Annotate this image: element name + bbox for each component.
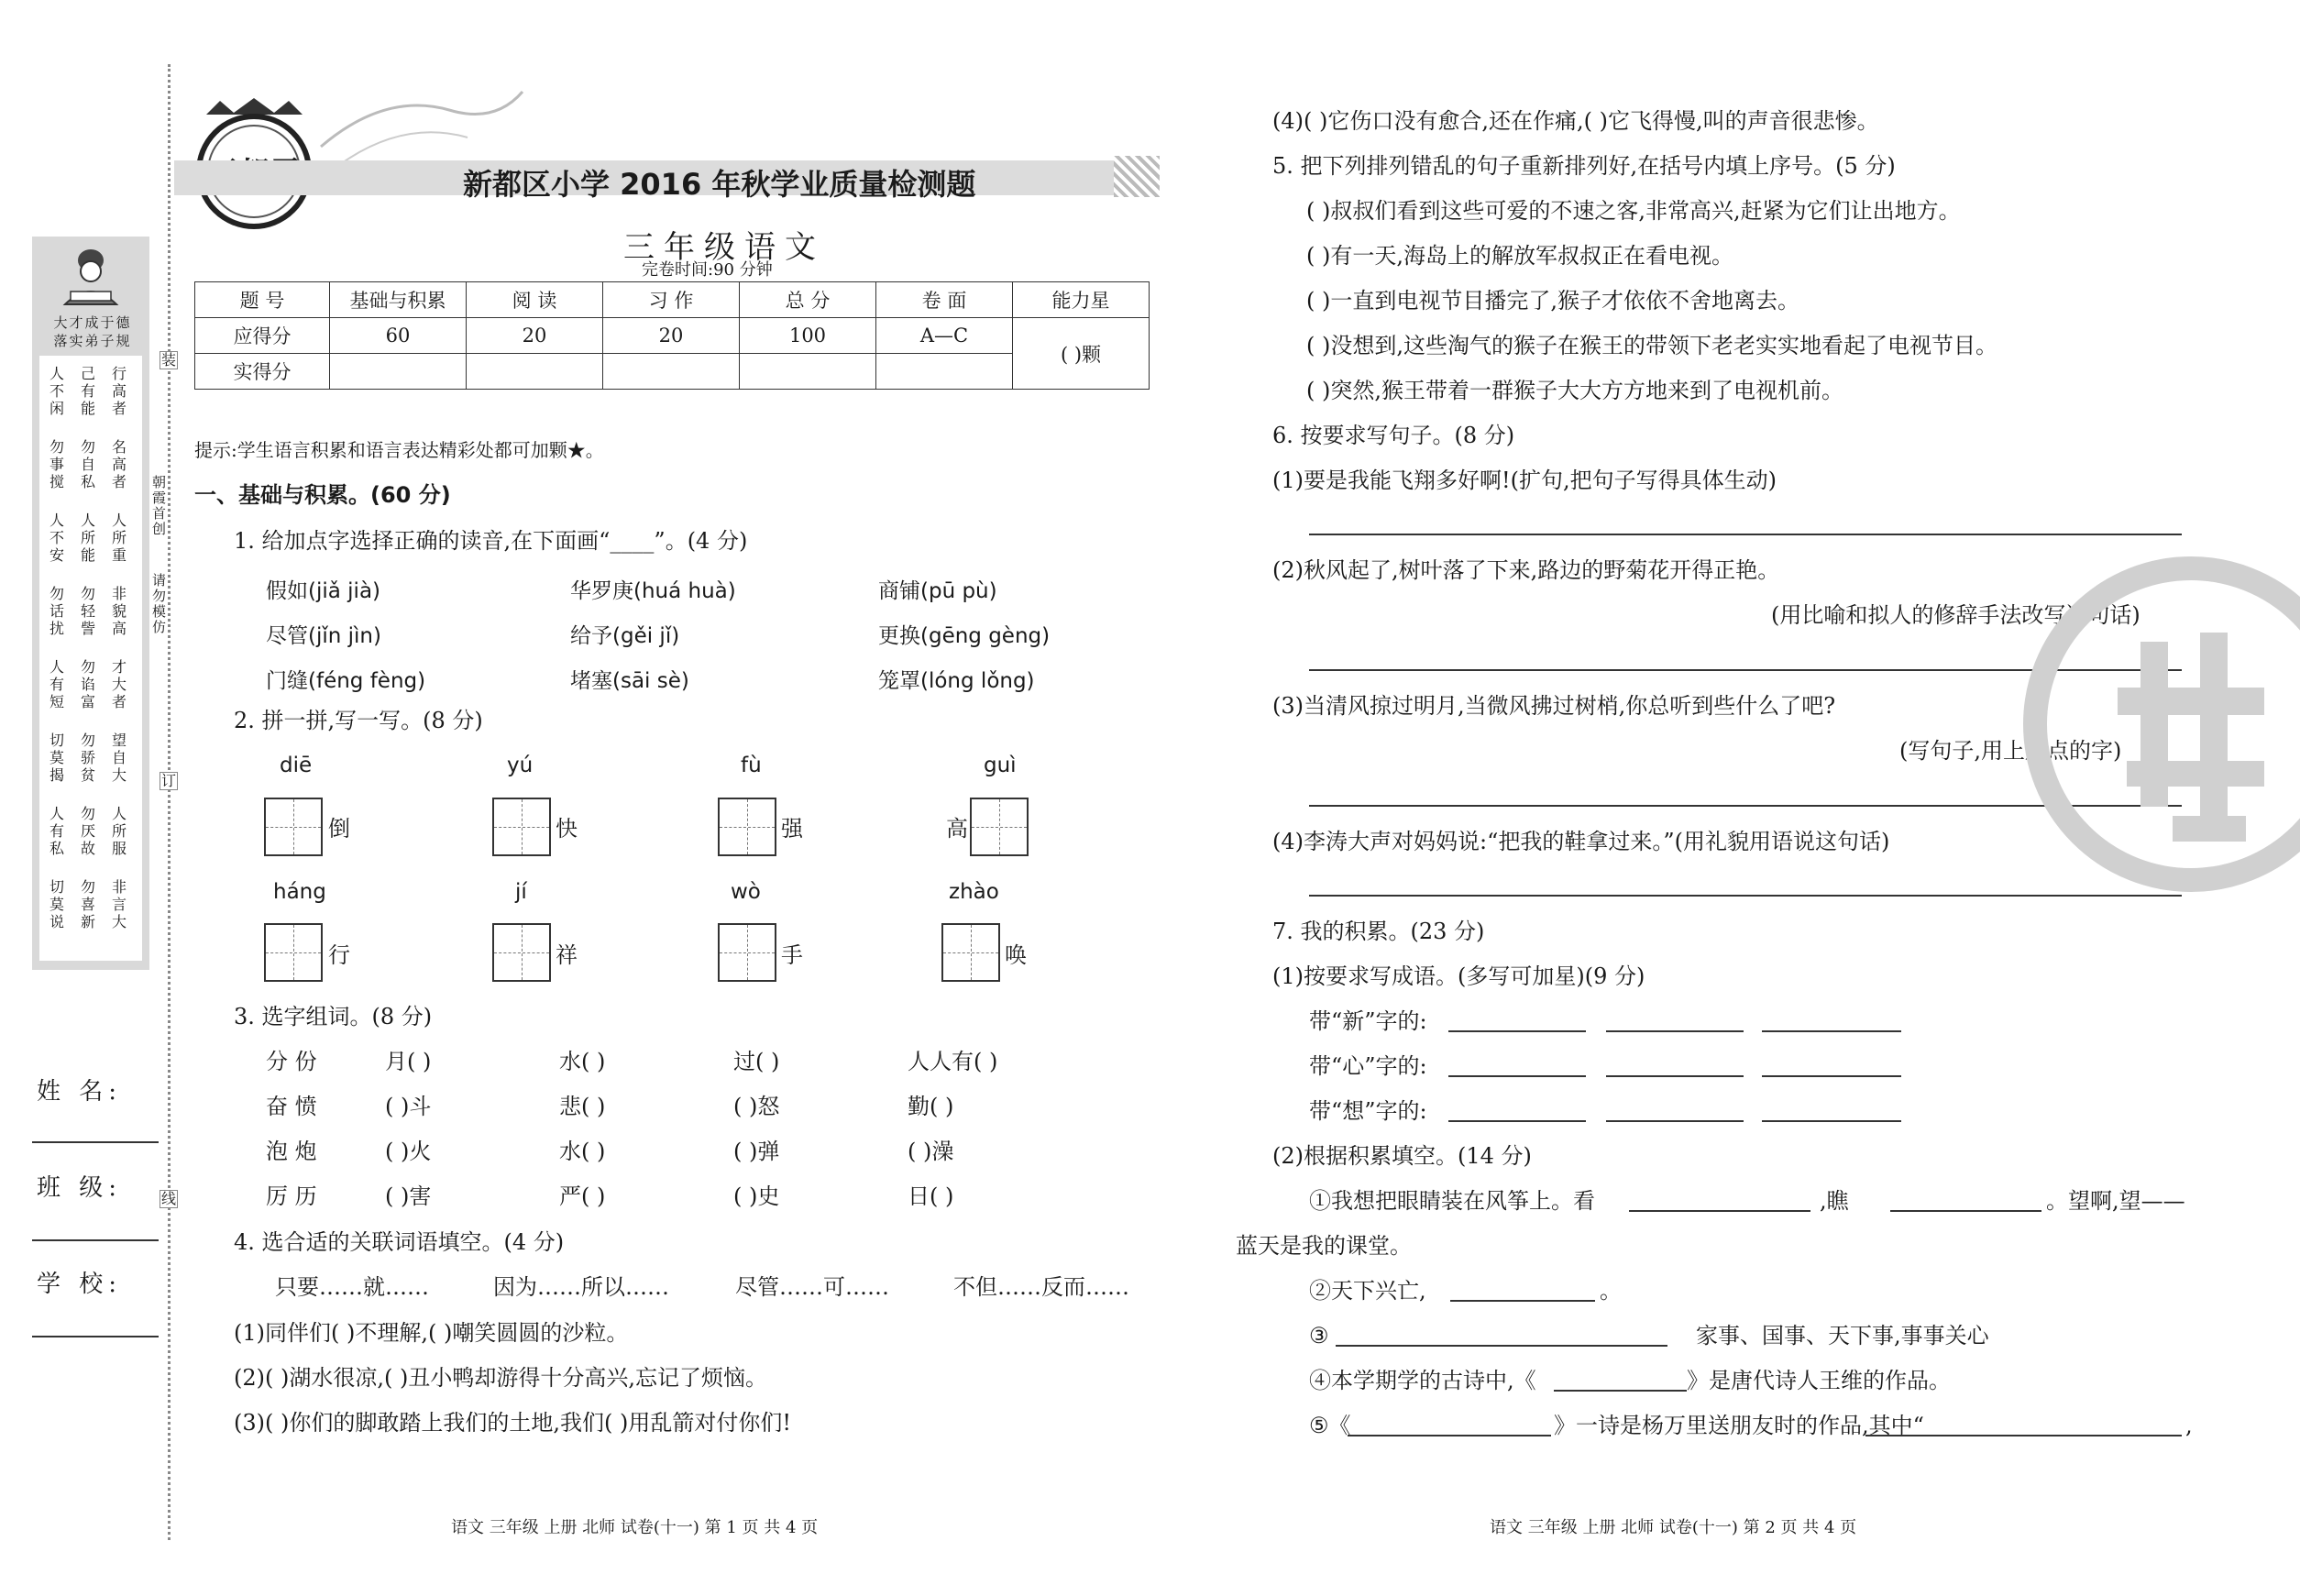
q2-title: 2. 拼一拼,写一写。(8 分) [234, 708, 483, 733]
q5-item[interactable]: ( )一直到电视节目播完了,猴子才依依不舍地离去。 [1306, 288, 1799, 314]
row-label: 应得分 [195, 318, 330, 354]
idiom-blank[interactable] [1762, 1030, 1901, 1032]
q5-item[interactable]: ( )没想到,这些淘气的猴子在猴王的带领下老老实实地看起了电视节目。 [1306, 333, 1997, 358]
q3-blank[interactable]: ( )斗 [385, 1094, 432, 1119]
writing-grid[interactable] [264, 798, 323, 856]
q7-2-b-part1: ②天下兴亡, [1309, 1278, 1426, 1304]
idiom-blank[interactable] [1762, 1120, 1901, 1122]
q5-title: 5. 把下列排列错乱的句子重新排列好,在括号内填上序号。(5 分) [1272, 153, 1896, 179]
motto-column: 勿 骄 贫 [80, 732, 95, 784]
q7-2-a-part4: 蓝天是我的课堂。 [1236, 1233, 1412, 1259]
q7-1: (1)按要求写成语。(多写可加星)(9 分) [1272, 963, 1645, 989]
idiom-blank[interactable] [1606, 1030, 1744, 1032]
actual-score-cell[interactable] [876, 354, 1013, 390]
q4-line[interactable]: (3)( )你们的脚敢踏上我们的土地,我们( )用乱箭对付你们! [234, 1410, 791, 1436]
fill-blank[interactable] [1450, 1300, 1595, 1302]
q2-char: 手 [781, 942, 803, 968]
q2-char: 高 [946, 816, 968, 842]
q6-3-requirement: (写句子,用上加点的字) [1899, 738, 2122, 764]
fold-label-2: 订 [160, 772, 176, 789]
page-footer-left: 语文 三年级 上册 北师 试卷(十一) 第 1 页 共 4 页 [451, 1518, 819, 1537]
motto-column: 切 莫 说 [49, 878, 64, 930]
q2-pinyin: diē [280, 754, 313, 777]
fill-blank[interactable] [1554, 1390, 1687, 1392]
actual-score-cell[interactable] [330, 354, 467, 390]
q6-3: (3)当清风掠过明月,当微风拂过树梢,你总听到些什么了吧? [1272, 693, 1836, 719]
q7-2-e-part2: 》一诗是杨万里送朋友时的作品,其中“ [1554, 1413, 1924, 1438]
writing-grid[interactable] [718, 923, 776, 982]
idiom-blank[interactable] [1448, 1030, 1586, 1032]
q7-1-item: 带“新”字的: [1309, 1008, 1427, 1034]
fill-blank[interactable] [1336, 1345, 1667, 1347]
motto-column: 望 自 大 [111, 732, 127, 784]
q7-2-d-part1: ④本学期学的古诗中,《 [1309, 1368, 1536, 1393]
q6-title: 6. 按要求写句子。(8 分) [1272, 423, 1515, 448]
idiom-blank[interactable] [1762, 1075, 1901, 1077]
motto-panel [32, 237, 149, 970]
motto-column: 勿 喜 新 [80, 878, 95, 930]
idiom-blank[interactable] [1448, 1120, 1586, 1122]
q2-char: 唤 [1005, 942, 1027, 968]
q7-2-a-part2: ,瞧 [1820, 1188, 1849, 1214]
watermark-seal [2017, 550, 2300, 898]
motto-column: 非 言 大 [111, 878, 127, 930]
exam-title: 新都区小学 2016 年秋学业质量检测题 [463, 167, 976, 202]
idiom-blank[interactable] [1448, 1075, 1586, 1077]
subject-title: 三年级语文 [623, 229, 825, 266]
q3-blank[interactable]: 月( ) [385, 1049, 432, 1074]
q7-1-item: 带“心”字的: [1309, 1053, 1427, 1079]
score-cell: 20 [603, 318, 740, 354]
fill-blank[interactable] [1865, 1435, 2182, 1436]
q6-1: (1)要是我能飞翔多好啊!(扩句,把句子写得具体生动) [1272, 468, 1777, 493]
q4-option: 尽管……可…… [735, 1274, 889, 1300]
motto-column: 人 有 私 [49, 805, 64, 857]
motto-column: 人 不 闲 [49, 365, 64, 417]
q2-pinyin: jí [515, 880, 527, 904]
q4-line[interactable]: (1)同伴们( )不理解,( )嘲笑圆圆的沙粒。 [234, 1320, 629, 1346]
q4-option: 因为……所以…… [493, 1274, 669, 1300]
score-cell: 60 [330, 318, 467, 354]
q3-blank[interactable]: 日( ) [908, 1183, 954, 1209]
q1-item[interactable]: 更换(gēng gèng) [878, 624, 1051, 648]
q1-item[interactable]: 给予(gěi jǐ) [570, 624, 680, 648]
q2-pinyin: yú [507, 754, 534, 777]
name-label: 姓 名: [37, 1078, 123, 1106]
q3-title: 3. 选字组词。(8 分) [234, 1004, 433, 1029]
actual-score-row [195, 354, 1150, 390]
actual-score-cell[interactable] [603, 354, 740, 390]
q1-item[interactable]: 笼罩(lóng lǒng) [878, 669, 1035, 693]
q3-blank[interactable]: ( )史 [733, 1183, 780, 1209]
motto-column: 非 貌 高 [111, 585, 127, 637]
q7-2-a-part1: ①我想把眼睛装在风筝上。看 [1309, 1188, 1595, 1214]
motto-column: 人 所 服 [111, 805, 127, 857]
school-field[interactable] [32, 1336, 159, 1337]
q3-char-pair: 分 份 [266, 1049, 317, 1074]
motto-column: 勿 谄 富 [80, 658, 95, 710]
q4-option: 只要……就…… [275, 1274, 429, 1300]
q3-blank[interactable]: 严( ) [559, 1183, 606, 1209]
writing-grid[interactable] [970, 798, 1029, 856]
writing-grid[interactable] [718, 798, 776, 856]
q2-char: 快 [556, 816, 578, 842]
score-header-row [195, 282, 1150, 318]
q6-4: (4)李涛大声对妈妈说:“把我的鞋拿过来。”(用礼貌用语说这句话) [1272, 829, 1890, 854]
q3-blank[interactable]: 水( ) [559, 1139, 606, 1164]
q2-char: 倒 [328, 816, 350, 842]
q3-blank[interactable]: ( )害 [385, 1183, 432, 1209]
score-header: 基础与积累 [330, 282, 467, 318]
q2-char: 行 [328, 942, 350, 968]
motto-column: 人 有 短 [49, 658, 64, 710]
motto-column: 人 所 能 [80, 512, 95, 564]
writing-grid[interactable] [941, 923, 1000, 982]
q2-char: 祥 [556, 942, 578, 968]
motto-column: 勿 轻 訾 [80, 585, 95, 637]
row-label: 实得分 [195, 354, 330, 390]
writing-grid[interactable] [264, 923, 323, 982]
writing-grid[interactable] [492, 923, 551, 982]
idiom-blank[interactable] [1606, 1120, 1744, 1122]
stars-cell[interactable]: ( )颗 [1013, 318, 1150, 390]
q4-option: 不但……反而…… [953, 1274, 1129, 1300]
score-header: 能力星 [1013, 282, 1150, 318]
score-header: 卷 面 [876, 282, 1013, 318]
motto-column: 切 莫 揭 [49, 732, 64, 784]
q7-2-e-part3: , [2185, 1413, 2193, 1438]
score-cell: A—C [876, 318, 1013, 354]
q7-2: (2)根据积累填空。(14 分) [1272, 1143, 1532, 1169]
q3-char-pair: 泡 炮 [266, 1139, 317, 1164]
motto-column: 人 所 重 [111, 512, 127, 564]
q3-blank[interactable]: 水( ) [559, 1049, 606, 1074]
answer-line[interactable] [1309, 534, 2182, 535]
actual-score-cell[interactable] [740, 354, 876, 390]
ribbon-decoration [312, 73, 532, 174]
q7-2-d-part2: 》是唐代诗人王维的作品。 [1687, 1368, 1951, 1393]
name-field[interactable] [32, 1141, 159, 1143]
q3-blank[interactable]: 过( ) [733, 1049, 780, 1074]
q4-title: 4. 选合适的关联词语填空。(4 分) [234, 1229, 565, 1255]
motto-column: 名 高 者 [111, 438, 127, 490]
q2-pinyin: wò [731, 880, 761, 904]
q7-title: 7. 我的积累。(23 分) [1272, 919, 1485, 944]
q1-item[interactable]: 假如(jiǎ jià) [266, 579, 381, 603]
score-header: 总 分 [740, 282, 876, 318]
q1-item[interactable]: 堵塞(sāi sè) [570, 669, 689, 693]
fold-label-1: 装 [160, 351, 176, 369]
q2-char: 强 [781, 816, 803, 842]
motto-column: 己 有 能 [80, 365, 95, 417]
fold-note-2: 请勿模仿 [152, 572, 167, 635]
q4-line[interactable]: (2)( )湖水很凉,( )丑小鸭却游得十分高兴,忘记了烦恼。 [234, 1365, 767, 1391]
motto-header-2: 落实弟子规 [53, 333, 132, 349]
score-header: 阅 读 [467, 282, 603, 318]
q3-blank[interactable]: ( )澡 [908, 1139, 954, 1164]
exam-time: 完卷时间:90 分钟 [642, 260, 773, 280]
score-table [194, 281, 1150, 390]
q3-char-pair: 奋 愤 [266, 1094, 317, 1119]
q5-item[interactable]: ( )叔叔们看到这些可爱的不速之客,非常高兴,赶紧为它们让出地方。 [1306, 198, 1961, 224]
q2-pinyin: guì [984, 754, 1017, 777]
idiom-blank[interactable] [1606, 1075, 1744, 1077]
q3-blank[interactable]: ( )弹 [733, 1139, 780, 1164]
q3-blank[interactable]: 悲( ) [559, 1094, 606, 1119]
tip-text: 提示:学生语言积累和语言表达精彩处都可加颗★。 [194, 439, 604, 461]
q1-item[interactable]: 华罗庚(huá huà) [570, 579, 736, 603]
score-header: 题 号 [195, 282, 330, 318]
motto-columns [39, 356, 142, 961]
fold-note-1: 朝霞首创 [152, 474, 167, 537]
q7-2-b-part2: 。 [1600, 1278, 1622, 1304]
motto-column: 人 不 安 [49, 512, 64, 564]
score-header: 习 作 [603, 282, 740, 318]
school-label: 学 校: [37, 1271, 123, 1298]
q1-item[interactable]: 尽管(jǐn jìn) [266, 624, 381, 648]
q6-2-requirement: (用比喻和拟人的修辞手法改写这句话) [1771, 602, 2140, 628]
q7-2-c-part1: ③ [1309, 1323, 1329, 1348]
score-cell: 20 [467, 318, 603, 354]
q4-line-4[interactable]: (4)( )它伤口没有愈合,还在作痛,( )它飞得慢,叫的声音很悲惨。 [1272, 108, 1879, 134]
motto-column: 行 高 者 [111, 365, 127, 417]
page-footer-right: 语文 三年级 上册 北师 试卷(十一) 第 2 页 共 4 页 [1490, 1518, 1857, 1537]
q3-blank[interactable]: 人人有( ) [908, 1049, 998, 1074]
q2-pinyin: zhào [949, 880, 999, 904]
motto-column: 勿 厌 故 [80, 805, 95, 857]
motto-column: 勿 话 扰 [49, 585, 64, 637]
motto-header-1: 大才成于德 [53, 314, 132, 331]
q5-item[interactable]: ( )突然,猴王带着一群猴子大大方方地来到了电视机前。 [1306, 378, 1843, 403]
q1-title: 1. 给加点字选择正确的读音,在下面画“____”。(4 分) [234, 528, 748, 554]
section-1-heading: 一、基础与积累。(60 分) [194, 482, 451, 508]
q7-2-c-part2: 家事、国事、天下事,事事关心 [1696, 1323, 1989, 1348]
fold-label-3: 线 [160, 1190, 176, 1207]
fill-blank[interactable] [1890, 1210, 2041, 1212]
title-band-pattern [1114, 156, 1160, 197]
fill-blank[interactable] [1348, 1435, 1551, 1436]
q7-2-a-part3: 。望啊,望—— [2046, 1188, 2185, 1214]
q2-pinyin: háng [273, 880, 326, 904]
q7-1-item: 带“想”字的: [1309, 1098, 1427, 1124]
motto-column: 勿 自 私 [80, 438, 95, 490]
fill-blank[interactable] [1629, 1210, 1810, 1212]
q2-pinyin: fù [741, 754, 762, 777]
class-field[interactable] [32, 1239, 159, 1241]
q3-char-pair: 厉 历 [266, 1183, 317, 1209]
scholar-illustration [52, 244, 129, 308]
class-label: 班 级: [37, 1174, 123, 1202]
q3-blank[interactable]: 勤( ) [908, 1094, 954, 1119]
q5-item[interactable]: ( )有一天,海岛上的解放军叔叔正在看电视。 [1306, 243, 1733, 269]
motto-column: 勿 事 搅 [49, 438, 64, 490]
q1-item[interactable]: 商铺(pū pù) [878, 579, 997, 603]
q1-item[interactable]: 门缝(féng fèng) [266, 669, 426, 693]
q6-2: (2)秋风起了,树叶落了下来,路边的野菊花开得正艳。 [1272, 557, 1780, 583]
q3-blank[interactable]: ( )火 [385, 1139, 432, 1164]
binding-line [168, 64, 171, 1540]
expected-score-row [195, 318, 1150, 354]
actual-score-cell[interactable] [467, 354, 603, 390]
q7-2-e-part1: ⑤《 [1309, 1413, 1351, 1438]
motto-column: 才 大 者 [111, 658, 127, 710]
score-cell: 100 [740, 318, 876, 354]
q3-blank[interactable]: ( )怒 [733, 1094, 780, 1119]
writing-grid[interactable] [492, 798, 551, 856]
